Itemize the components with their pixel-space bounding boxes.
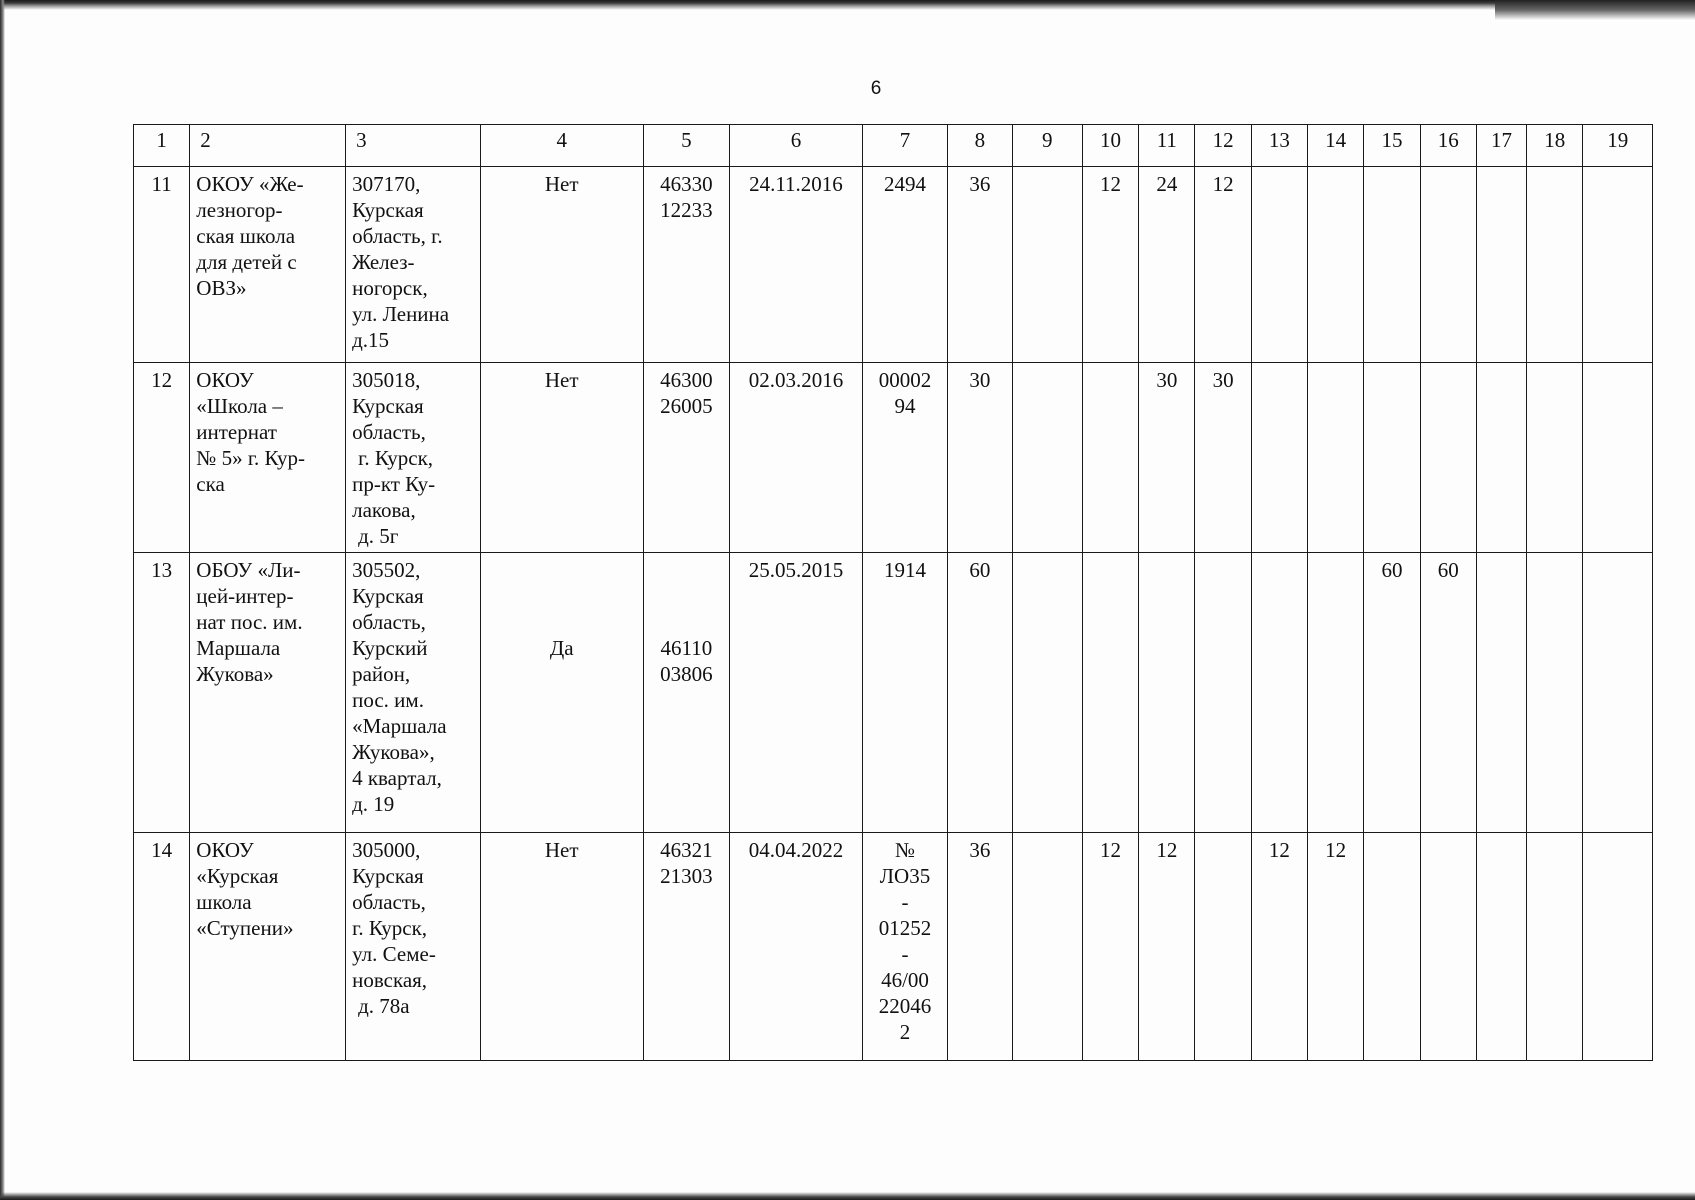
- cell-17: [1476, 166, 1526, 363]
- organization-name: [190, 363, 346, 553]
- scan-edge-bottom: [0, 1192, 1695, 1200]
- cell-19: [1583, 553, 1653, 833]
- text-line: 01252: [878, 916, 932, 941]
- text-line: № 5» г. Кур-: [196, 446, 305, 471]
- col5-code: [643, 363, 729, 553]
- text-line: №: [894, 838, 916, 863]
- cell-14: [1308, 553, 1364, 833]
- cell-13: 12: [1251, 833, 1307, 1061]
- cell-17: [1476, 833, 1526, 1061]
- cell-19: [1583, 833, 1653, 1061]
- text-line: ская школа: [196, 223, 296, 248]
- text-line: Курская: [352, 197, 424, 222]
- cell-14: [1308, 363, 1364, 553]
- text-line: Жукова»: [196, 662, 274, 687]
- license-number: [862, 363, 947, 553]
- text-line: Желез-: [352, 249, 415, 274]
- page-number: 6: [870, 78, 882, 99]
- text-line: школа: [196, 890, 252, 915]
- cell-11: 24: [1139, 166, 1195, 363]
- row-number: 11: [134, 166, 190, 363]
- cell-15: [1364, 363, 1420, 553]
- text-line: интернат: [196, 420, 277, 445]
- text-line: д. 5г: [358, 524, 399, 549]
- cell-19: [1583, 166, 1653, 363]
- text-line: лакова,: [352, 498, 416, 523]
- cell-14: 12: [1308, 833, 1364, 1061]
- text-line: 305000,: [352, 838, 421, 863]
- text-line: 00002: [878, 368, 932, 393]
- text-line: «Школа –: [196, 394, 283, 419]
- text-line: ногорск,: [352, 275, 428, 300]
- text-line: 305018,: [352, 368, 421, 393]
- text-line: 305502,: [352, 558, 421, 583]
- text-line: «Ступени»: [196, 916, 294, 941]
- text-line: 03806: [660, 662, 713, 687]
- row-number: 12: [134, 363, 190, 553]
- header-cell: 18: [1527, 125, 1583, 167]
- cell-15: 60: [1364, 553, 1420, 833]
- cell-9: [1012, 553, 1082, 833]
- text-line: 46300: [660, 368, 713, 393]
- header-cell: 10: [1082, 125, 1138, 167]
- cell-19: [1583, 363, 1653, 553]
- text-line: 2: [899, 1020, 911, 1045]
- header-cell: 4: [480, 125, 643, 167]
- text-line: новская,: [352, 968, 428, 993]
- text-line: ска: [196, 472, 225, 497]
- cell-11: [1139, 553, 1195, 833]
- cell-15: [1364, 166, 1420, 363]
- header-cell: 5: [643, 125, 729, 167]
- text-line: Курская: [352, 584, 424, 609]
- license-date: 02.03.2016: [730, 363, 863, 553]
- cell-12: 30: [1195, 363, 1251, 553]
- row-number: 13: [134, 553, 190, 833]
- header-cell: 13: [1251, 125, 1307, 167]
- text-line: нат пос. им.: [196, 610, 303, 635]
- text-line: г. Курск,: [358, 446, 434, 471]
- license-date: 24.11.2016: [730, 166, 863, 363]
- text-line: цей-интер-: [196, 584, 294, 609]
- text-line: ЛО35: [879, 864, 931, 889]
- text-line: пр-кт Ку-: [352, 472, 436, 497]
- text-line: 26005: [660, 394, 713, 419]
- cell-13: [1251, 166, 1307, 363]
- header-cell: 15: [1364, 125, 1420, 167]
- cell-14: [1308, 166, 1364, 363]
- text-line: 12233: [660, 197, 713, 222]
- header-cell: 14: [1308, 125, 1364, 167]
- text-line: д. 19: [352, 792, 395, 817]
- text-line: 46321: [660, 838, 713, 863]
- header-cell: 7: [862, 125, 947, 167]
- license-number: [862, 166, 947, 363]
- cell-18: [1527, 166, 1583, 363]
- text-line: 94: [894, 394, 916, 419]
- header-row: [134, 125, 1653, 167]
- cell-17: [1476, 363, 1526, 553]
- text-line: Курская: [352, 394, 424, 419]
- cell-16: [1420, 363, 1476, 553]
- table-row: [134, 166, 1653, 363]
- scan-edge-left: [0, 0, 5, 1200]
- header-cell: 2: [190, 125, 346, 167]
- cell-13: [1251, 363, 1307, 553]
- address: [346, 833, 481, 1061]
- text-line: 4 квартал,: [352, 766, 442, 791]
- cell-18: [1527, 363, 1583, 553]
- text-line: лезногор-: [196, 197, 283, 222]
- organization-name: [190, 833, 346, 1061]
- cell-16: [1420, 833, 1476, 1061]
- registry-table: [133, 124, 1653, 1061]
- text-line: 1914: [884, 558, 926, 583]
- text-line: Жукова»,: [352, 740, 435, 765]
- cell-16: [1420, 166, 1476, 363]
- text-line: Маршала: [196, 636, 281, 661]
- cell-10: [1082, 553, 1138, 833]
- table-row: [134, 363, 1653, 553]
- cell-10: 12: [1082, 833, 1138, 1061]
- cell-18: [1527, 833, 1583, 1061]
- cell-9: [1012, 833, 1082, 1061]
- address: [346, 363, 481, 553]
- header-cell: 3: [346, 125, 481, 167]
- cell-8: 60: [948, 553, 1012, 833]
- text-line: Да: [549, 636, 574, 661]
- text-line: -: [901, 890, 909, 915]
- table-row: [134, 553, 1653, 833]
- text-line: 46330: [660, 171, 713, 196]
- text-line: область, г.: [352, 223, 443, 248]
- cell-8: 36: [948, 833, 1012, 1061]
- table-row: [134, 833, 1653, 1061]
- text-line: область,: [352, 420, 426, 445]
- header-cell: 8: [948, 125, 1012, 167]
- cell-10: 12: [1082, 166, 1138, 363]
- cell-8: 36: [948, 166, 1012, 363]
- row-number: 14: [134, 833, 190, 1061]
- cell-10: [1082, 363, 1138, 553]
- text-line: область,: [352, 610, 426, 635]
- text-line: «Курская: [196, 864, 279, 889]
- text-line: 22046: [878, 994, 932, 1019]
- col4-value: Нет: [480, 833, 643, 1061]
- cell-12: 12: [1195, 166, 1251, 363]
- text-line: д. 78а: [358, 994, 410, 1019]
- header-cell: 19: [1583, 125, 1653, 167]
- col4-value: Нет: [480, 166, 643, 363]
- text-line: ОВЗ»: [196, 275, 247, 300]
- text-line: ул. Ленина: [352, 301, 450, 326]
- cell-12: [1195, 553, 1251, 833]
- text-line: д.15: [352, 327, 390, 352]
- scan-edge-top-right: [1495, 0, 1695, 20]
- cell-15: [1364, 833, 1420, 1061]
- address: [346, 553, 481, 833]
- text-line: ул. Семе-: [352, 942, 436, 967]
- header-cell: 1: [134, 125, 190, 167]
- text-line: «Маршала: [352, 714, 447, 739]
- address: [346, 166, 481, 363]
- col5-code: [643, 833, 729, 1061]
- col4-value: [480, 553, 643, 833]
- text-line: 2494: [884, 171, 926, 196]
- cell-11: 12: [1139, 833, 1195, 1061]
- license-date: 04.04.2022: [730, 833, 863, 1061]
- organization-name: [190, 553, 346, 833]
- cell-13: [1251, 553, 1307, 833]
- col4-value: Нет: [480, 363, 643, 553]
- text-line: для детей с: [196, 249, 297, 274]
- header-cell: 16: [1420, 125, 1476, 167]
- header-cell: 17: [1476, 125, 1526, 167]
- cell-18: [1527, 553, 1583, 833]
- cell-17: [1476, 553, 1526, 833]
- license-number: [862, 553, 947, 833]
- text-line: -: [901, 942, 909, 967]
- text-line: г. Курск,: [352, 916, 428, 941]
- text-line: ОКОУ: [196, 368, 254, 393]
- cell-16: 60: [1420, 553, 1476, 833]
- license-date: 25.05.2015: [730, 553, 863, 833]
- text-line: пос. им.: [352, 688, 424, 713]
- header-cell: 9: [1012, 125, 1082, 167]
- cell-9: [1012, 166, 1082, 363]
- text-line: ОКОУ «Же-: [196, 171, 304, 196]
- text-line: район,: [352, 662, 411, 687]
- cell-8: 30: [948, 363, 1012, 553]
- col5-code: [643, 166, 729, 363]
- text-line: 46110: [660, 636, 713, 661]
- text-line: ОБОУ «Ли-: [196, 558, 301, 583]
- col5-code: [643, 553, 729, 833]
- header-cell: 12: [1195, 125, 1251, 167]
- license-number: [862, 833, 947, 1061]
- scan-edge-top: [0, 0, 1695, 10]
- cell-11: 30: [1139, 363, 1195, 553]
- header-cell: 11: [1139, 125, 1195, 167]
- text-line: Курская: [352, 864, 424, 889]
- organization-name: [190, 166, 346, 363]
- text-line: 21303: [660, 864, 713, 889]
- text-line: Курский: [352, 636, 428, 661]
- text-line: 307170,: [352, 171, 421, 196]
- text-line: область,: [352, 890, 426, 915]
- cell-9: [1012, 363, 1082, 553]
- header-cell: 6: [730, 125, 863, 167]
- text-line: ОКОУ: [196, 838, 254, 863]
- text-line: 46/00: [881, 968, 929, 993]
- cell-12: [1195, 833, 1251, 1061]
